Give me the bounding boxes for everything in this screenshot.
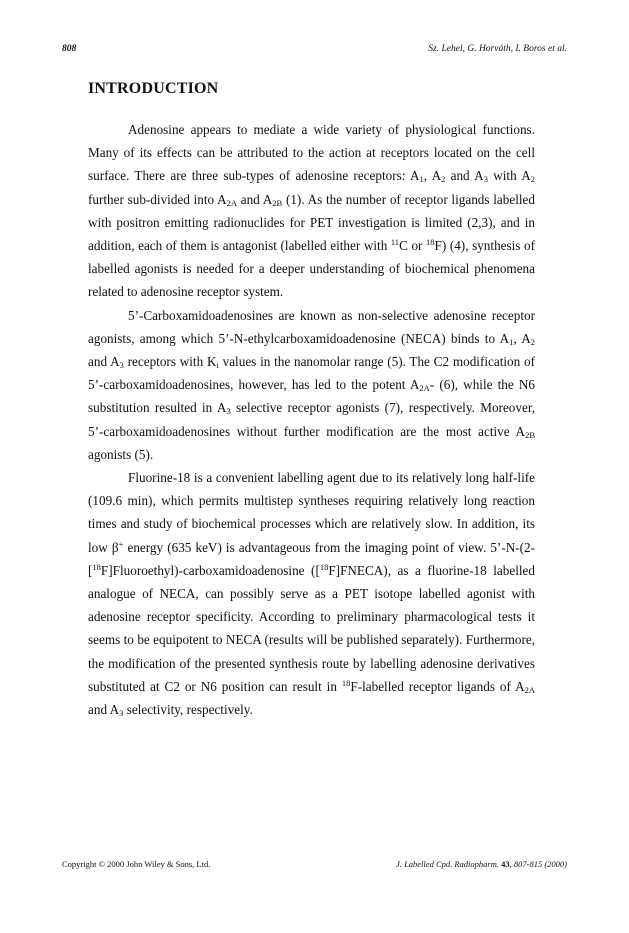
paragraph-carboxamidoadenosines: 5’-Carboxamidoadenosines are known as non-selective adenosine receptor agonists, among which 5’-N-ethylcarboxamidoadenosine (NECA) binds to $A_1$, $A_2$ and $A_3$ receptors with $K_i$ values in the nanomolar range (5). The C2 modification of 5’-carboxamidoadenosines, however, has led to the potent $A_{2A}-$ (6), while the N6 substitution resulted in $A_3$ selective receptor agonists (7), respectively. Moreover, 5’-carboxamidoadenosines without further modification are the most active $A_{2B}$ agonists (5).	[88, 307, 536, 462]
journal-name: J. Labelled Cpd. Radiopharm.	[396, 859, 499, 869]
section-title: INTRODUCTION	[88, 80, 219, 97]
paragraph-fluorine-18: Fluorine-18 is a convenient labelling agent due to its relatively long half-life (109.6 min), which permits multistep syntheses requiring relatively long reaction times and study of biochemical processes which are relatively slow. In addition, its low β+ energy (635 keV) is advantageous from the imaging point of view. 5’-N-(2-[$^{18}$F]Fluoroethyl)-carboxamidoadenosine ([$^{18}$F]FNECA), as a fluorine-18 labelled analogue of NECA, can possibly serve as a PET isotope labelled agonist with adenosine receptor specificity. According to preliminary pharmacological tests it seems to be equipotent to NECA (results will be published separately). Furthermore, the modification of the presented synthesis route by labelling adenosine derivatives substituted at C2 or N6 position can result in $^{18}$F-labelled receptor ligands of $A_{2A}$ and $A_3$ selectivity, respectively.	[88, 470, 536, 719]
journal-citation	[396, 859, 567, 869]
article-body	[88, 118, 535, 721]
running-head-authors: Sz. Lehel, G. Horváth, I. Boros et al.	[428, 44, 567, 54]
copyright-notice: Copyright © 2000 John Wiley & Sons, Ltd.	[62, 859, 211, 869]
journal-pages: , 807-815 (2000)	[509, 859, 567, 869]
paragraph-adenosine: Adenosine appears to mediate a wide variety of physiological functions. Many of its effects can be attributed to the action at receptors located on the cell surface. There are three sub-types of adenosine receptors: $A_1$, $A_2$ and $A_3$ with $A_2$ further sub-divided into $A_{2A}$ and $A_{2B}$ (1). As the number of receptor ligands labelled with positron emitting radionuclides for PET investigation is limited (2,3), and in addition, each of them is antagonist (labelled either with $^{11}$C or $^{18}$F) (4), synthesis of labelled agonists is needed for a deeper understanding of biochemical phenomena related to adenosine receptor system.	[88, 122, 536, 300]
journal-volume: 43	[501, 859, 510, 869]
page-number: 808	[62, 44, 77, 54]
